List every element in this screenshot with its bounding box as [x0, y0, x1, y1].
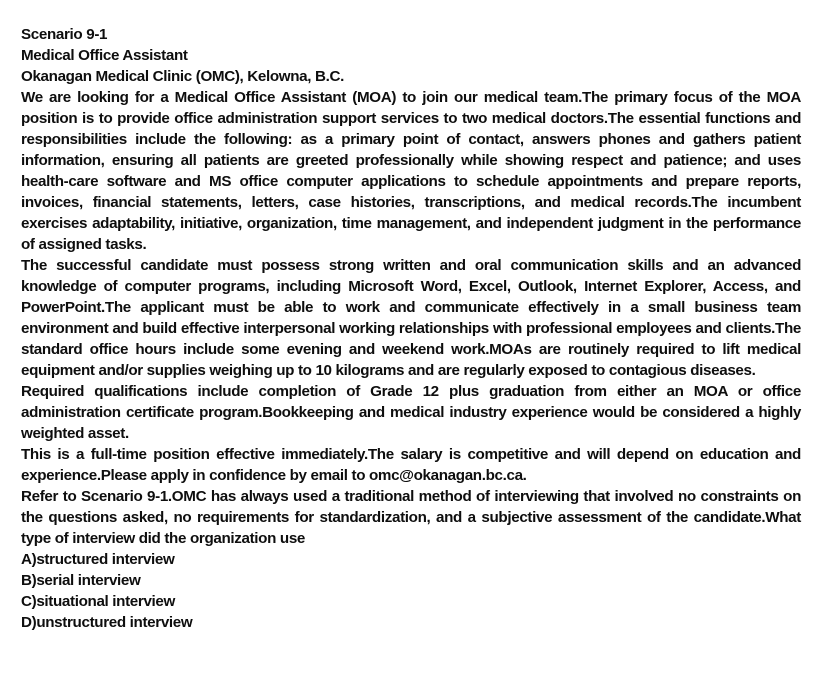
job-title: Medical Office Assistant — [21, 47, 188, 64]
job-description-paragraph: We are looking for a Medical Office Assistant (MOA) to join our medical team.The primary focus of the MOA position is to provide office administration support services to two medical doctors.The essential functions and responsibilities include the following: as a primary point of contact, answers phones and gathers patient information, ensuring all patients are greeted professionally while showing respect and patience; and uses health-care software and MS office computer applications to schedule appointments and prepare reports, invoices, financial statements, letters, case histories, transcriptions, and medical records.The incumbent exercises adaptability, initiative, organization, time management, and independent judgment in the performance of assigned tasks. — [21, 89, 801, 253]
candidate-requirements-paragraph: The successful candidate must possess strong written and oral communication skills and an advanced knowledge of computer programs, including Microsoft Word, Excel, Outlook, Internet Explorer, Access, and PowerPoint.The applicant must be able to work and communicate effectively in a small business team environment and build effective interpersonal working relationships with professional employees and clients.The standard office hours include some evening and weekend work.MOAs are routinely required to lift medical equipment and/or supplies weighing up to 10 kilograms and are regularly exposed to contagious diseases. — [21, 257, 801, 379]
answer-option-d: D)unstructured interview — [21, 614, 193, 631]
answer-option-a: A)structured interview — [21, 551, 175, 568]
scenario-document — [21, 24, 801, 633]
qualifications-paragraph: Required qualifications include completion of Grade 12 plus graduation from either an MOA or office administration certificate program.Bookkeeping and medical industry experience would be considered a highly weighted asset. — [21, 383, 801, 442]
position-details-paragraph: This is a full-time position effective immediately.The salary is competitive and will depend on education and experience.Please apply in confidence by email to omc@okanagan.bc.ca. — [21, 446, 801, 484]
employer-name: Okanagan Medical Clinic (OMC), Kelowna, B.C. — [21, 68, 344, 85]
scenario-heading: Scenario 9-1 — [21, 26, 108, 43]
question-text: Refer to Scenario 9-1.OMC has always used a traditional method of interviewing that involved no constraints on the questions asked, no requirements for standardization, and a subjective assessment of the candidate.What type of interview did the organization use — [21, 488, 801, 547]
answer-option-c: C)situational interview — [21, 593, 175, 610]
answer-option-b: B)serial interview — [21, 572, 141, 589]
